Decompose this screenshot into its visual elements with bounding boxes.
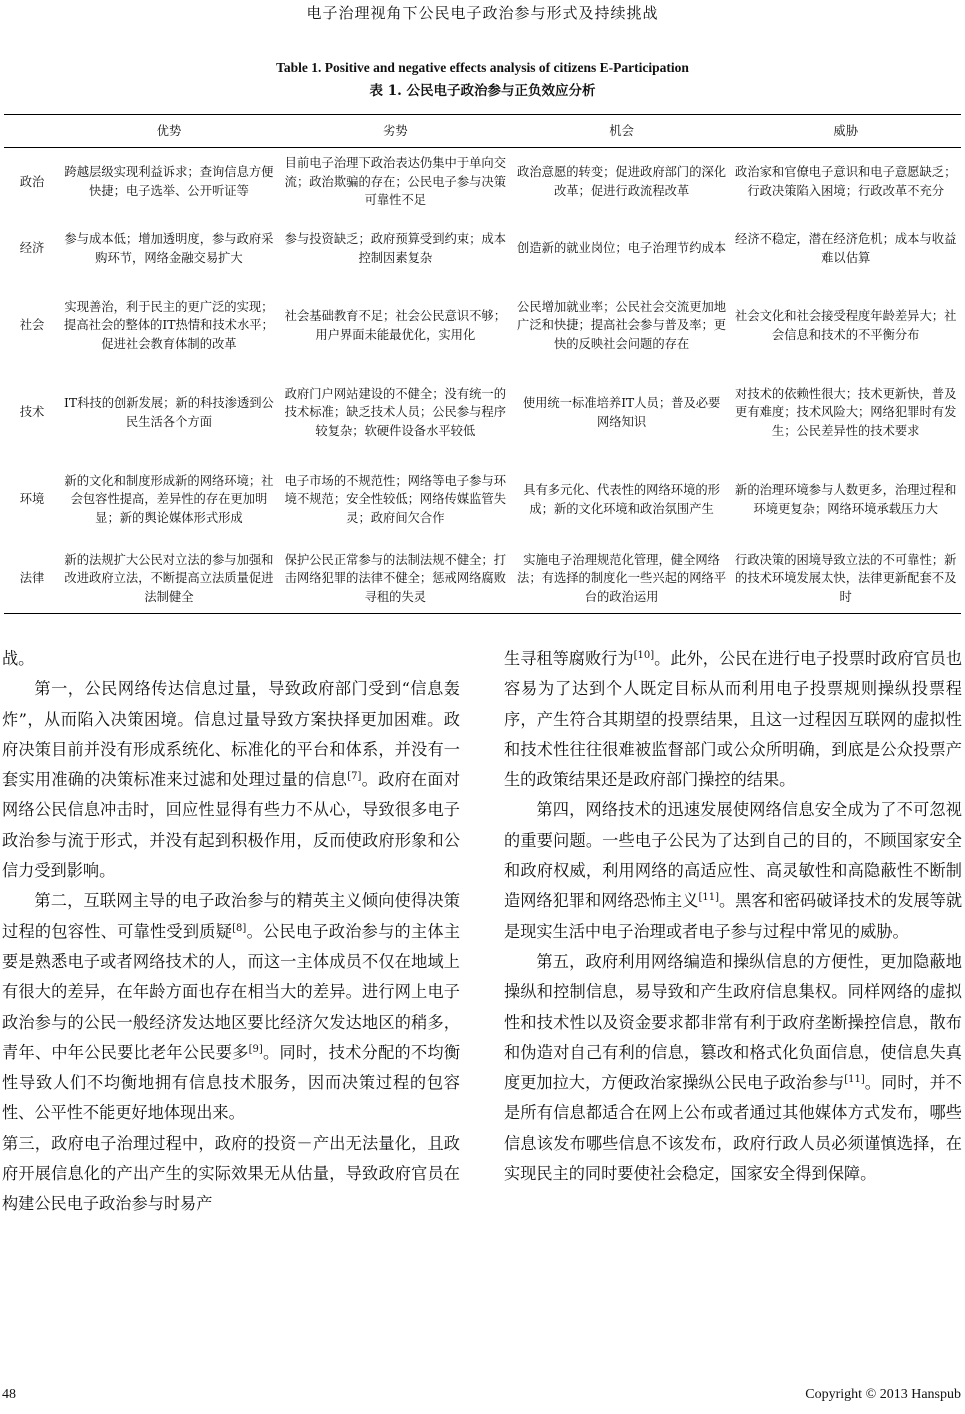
table-cell: 对技术的依赖性很大；技术更新快，普及更有难度；技术风险大；网络犯罪时有发生；公民差异性的技术要求 <box>735 386 957 438</box>
row-label: 技术 <box>19 405 45 420</box>
copyright: Copyright © 2013 Hanspub <box>805 1387 961 1402</box>
paragraph: 第三，政府电子治理过程中，政府的投资－产出无法量化，且政府开展信息化的产出产生的实际效果无从估量，导致政府官员在构建公民电子政治参与时易产 <box>2 1133 460 1214</box>
row-label: 法律 <box>19 571 45 585</box>
table-cell: 具有多元化、代表性的网络环境的形成；新的文化环境和政治氛围产生 <box>523 483 720 516</box>
table-cell: 目前电子治理下政治表达仍集中于单向交流；政治欺骗的存在；公民电子参与决策可靠性不足 <box>284 156 507 207</box>
citation-ref: [10] <box>633 650 655 661</box>
table-cell: 创造新的就业岗位；电子治理节约成本 <box>517 241 727 256</box>
table-cell: 政府门户网站建设的不健全；没有统一的技术标准；缺乏技术人员；公民参与程序较复杂；软硬件设备水平较低 <box>284 386 507 438</box>
column-header: 威胁 <box>833 123 858 138</box>
table-row <box>4 370 961 456</box>
table-row <box>4 282 961 370</box>
row-label: 政治 <box>19 174 45 189</box>
citation-ref: [9] <box>248 1043 263 1055</box>
table-cell: 使用统一标准培养IT人员；普及必要网络知识 <box>522 396 721 429</box>
table-cell: 行政决策的困境导致立法的不可靠性；新的技术环境发展太快，法律更新配套不及时 <box>735 552 957 604</box>
citation-ref: [11] <box>844 1074 865 1086</box>
table-caption-en: Table 1. Positive and negative effects analysis of citizens E-Participation <box>276 60 689 75</box>
table-cell: 公民增加就业率；公民社会交流更加地广泛和快捷；提高社会参与普及率；更快的反映社会问题的存在 <box>517 299 727 351</box>
table-cell: 新的法规扩大公民对立法的参与加强和改进政府立法，不断提高立法质量促进法制健全 <box>64 552 274 604</box>
body-column-left <box>2 644 460 1220</box>
page-number: 48 <box>2 1387 16 1402</box>
table-cell: 保护公民正常参与的法制法规不健全；打击网络犯罪的法律不健全；惩戒网络腐败寻租的失灵 <box>284 552 507 604</box>
table-cell: 实现善治，利于民主的更广泛的实现；提高社会的整体的IT热情和技术水平；促进社会教育体制的改革 <box>64 299 274 351</box>
column-header: 优势 <box>156 123 182 138</box>
row-label: 经济 <box>19 241 45 256</box>
citation-ref: [8] <box>232 922 247 934</box>
row-label: 社会 <box>19 318 45 333</box>
table-header-row <box>4 115 961 148</box>
table-caption-zh: 表 1. 公民电子政治参与正负效应分析 <box>369 83 596 99</box>
table-cell: 参与成本低；增加透明度，参与政府采购环节，网络金融交易扩大 <box>64 232 274 265</box>
body-column-right <box>504 644 962 1189</box>
table-cell: 参与投资缺乏；政府预算受到约束；成本控制因素复杂 <box>284 232 507 265</box>
table-cell: 政治意愿的转变；促进政府部门的深化改革；促进行政流程改革 <box>517 165 727 198</box>
table-row <box>4 148 961 216</box>
paragraph: 第五，政府利用网络编造和操纵信息的方便性，更加隐蔽地操纵和控制信息，易导致和产生政府信息集权。同样网络的虚拟性和技术性以及资金要求都非常有利于政府垄断操控信息，散布和伪造对自己有利的信息，篡改和格式化负面信息，使信息失真度更加拉大，方便政治家操纵公民电子政治参与[11]。同时，并不是所有信息都适合在网上公布或者通过其他媒体方式发布，哪些信息该发布哪些信息不该发布，政府行政人员必须谨慎选择，在实现民主的同时要使社会稳定，国家安全得到保障。 <box>504 951 963 1184</box>
paragraph: 生寻租等腐败行为[10]。此外，公民在进行电子投票时政府官员也容易为了达到个人既定目标从而利用电子投票规则操纵投票程序，产生符合其期望的投票结果，且这一过程因互联网的虚拟性和技术性往往很难被监督部门或公众所明确，到底是公众投票产生的政策结果还是政府部门操控的结果。 <box>504 649 963 790</box>
paragraph: 第四，网络技术的迅速发展使网络信息安全成为了不可忽视的重要问题。一些电子公民为了达到自己的目的，不顾国家安全和政府权威，利用网络的高适应性、高灵敏性和高隐蔽性不断制造网络犯罪和网络恐怖主义[11]。黑客和密码破译技术的发展等就是现实生活中电子治理或者电子参与过程中常见的威胁。 <box>504 800 963 941</box>
table-cell: 经济不稳定，潜在经济危机；成本与收益难以估算 <box>735 232 957 265</box>
table-cell: 新的治理环境参与人数更多，治理过程和环境更复杂；网络环境承载压力大 <box>735 483 957 516</box>
table-cell: 跨越层级实现利益诉求；查询信息方便快捷；电子选举、公开听证等 <box>64 165 274 198</box>
table-cell: 新的文化和制度形成新的网络环境；社会包容性提高，差异性的存在更加明显；新的舆论媒体形式形成 <box>64 473 274 525</box>
citation-ref: [11] <box>698 892 719 904</box>
table-row <box>4 544 961 614</box>
table-cell: IT科技的创新发展；新的科技渗透到公民生活各个方面 <box>64 396 274 429</box>
paragraph: 第二，互联网主导的电子政治参与的精英主义倾向使得决策过程的包容性、可靠性受到质疑[8]。公民电子政治参与的主体主要是熟悉电子或者网络技术的人，而这一主体成员不仅在地域上有很大的差异，在年龄方面也存在相当大的差异。进行网上电子政治参与的公民一般经济发达地区要比经济欠发达地区的稍多，青年、中年公民要比老年公民要多[9]。同时，技术分配的不均衡性导致人们不均衡地拥有信息技术服务，因而决策过程的包容性、公平性不能更好地体现出来。 <box>2 891 461 1123</box>
citation-ref: [7] <box>347 771 362 783</box>
table-row <box>4 216 961 282</box>
corner-cell <box>4 115 60 148</box>
table-cell: 电子市场的不规范性；网络等电子参与环境不规范；安全性较低；网络传媒监管失灵；政府间欠合作 <box>284 473 507 525</box>
running-header: 电子治理视角下公民电子政治参与形式及持续挑战 <box>306 4 659 22</box>
swot-table <box>4 114 961 614</box>
table-cell: 社会基础教育不足；社会公民意识不够；用户界面未能最优化，实用化 <box>284 309 507 342</box>
row-label: 环境 <box>19 492 45 507</box>
table-row <box>4 456 961 544</box>
column-header: 劣势 <box>383 123 408 138</box>
table-cell: 社会文化和社会接受程度年龄差异大；社会信息和技术的不平衡分布 <box>735 309 957 342</box>
table-cell: 政治家和官僚电子意识和电子意愿缺乏；行政决策陷入困境；行政改革不充分 <box>735 165 957 198</box>
paragraph: 第一，公民网络传达信息过量，导致政府部门受到“信息轰炸”，从而陷入决策困境。信息过量导致方案抉择更加困难。政府决策目前并没有形成系统化、标准化的平台和体系，并没有一套实用准确的决策标准来过滤和处理过量的信息[7]。政府在面对网络公民信息冲击时，回应性显得有些力不从心，导致很多电子政治参与流于形式，并没有起到积极作用，反而使政府形象和公信力受到影响。 <box>2 679 461 881</box>
paragraph: 战。 <box>2 649 35 668</box>
column-header: 机会 <box>609 123 634 138</box>
table-cell: 实施电子治理规范化管理，健全网络法；有选择的制度化一些兴起的网络平台的政治运用 <box>517 552 727 604</box>
